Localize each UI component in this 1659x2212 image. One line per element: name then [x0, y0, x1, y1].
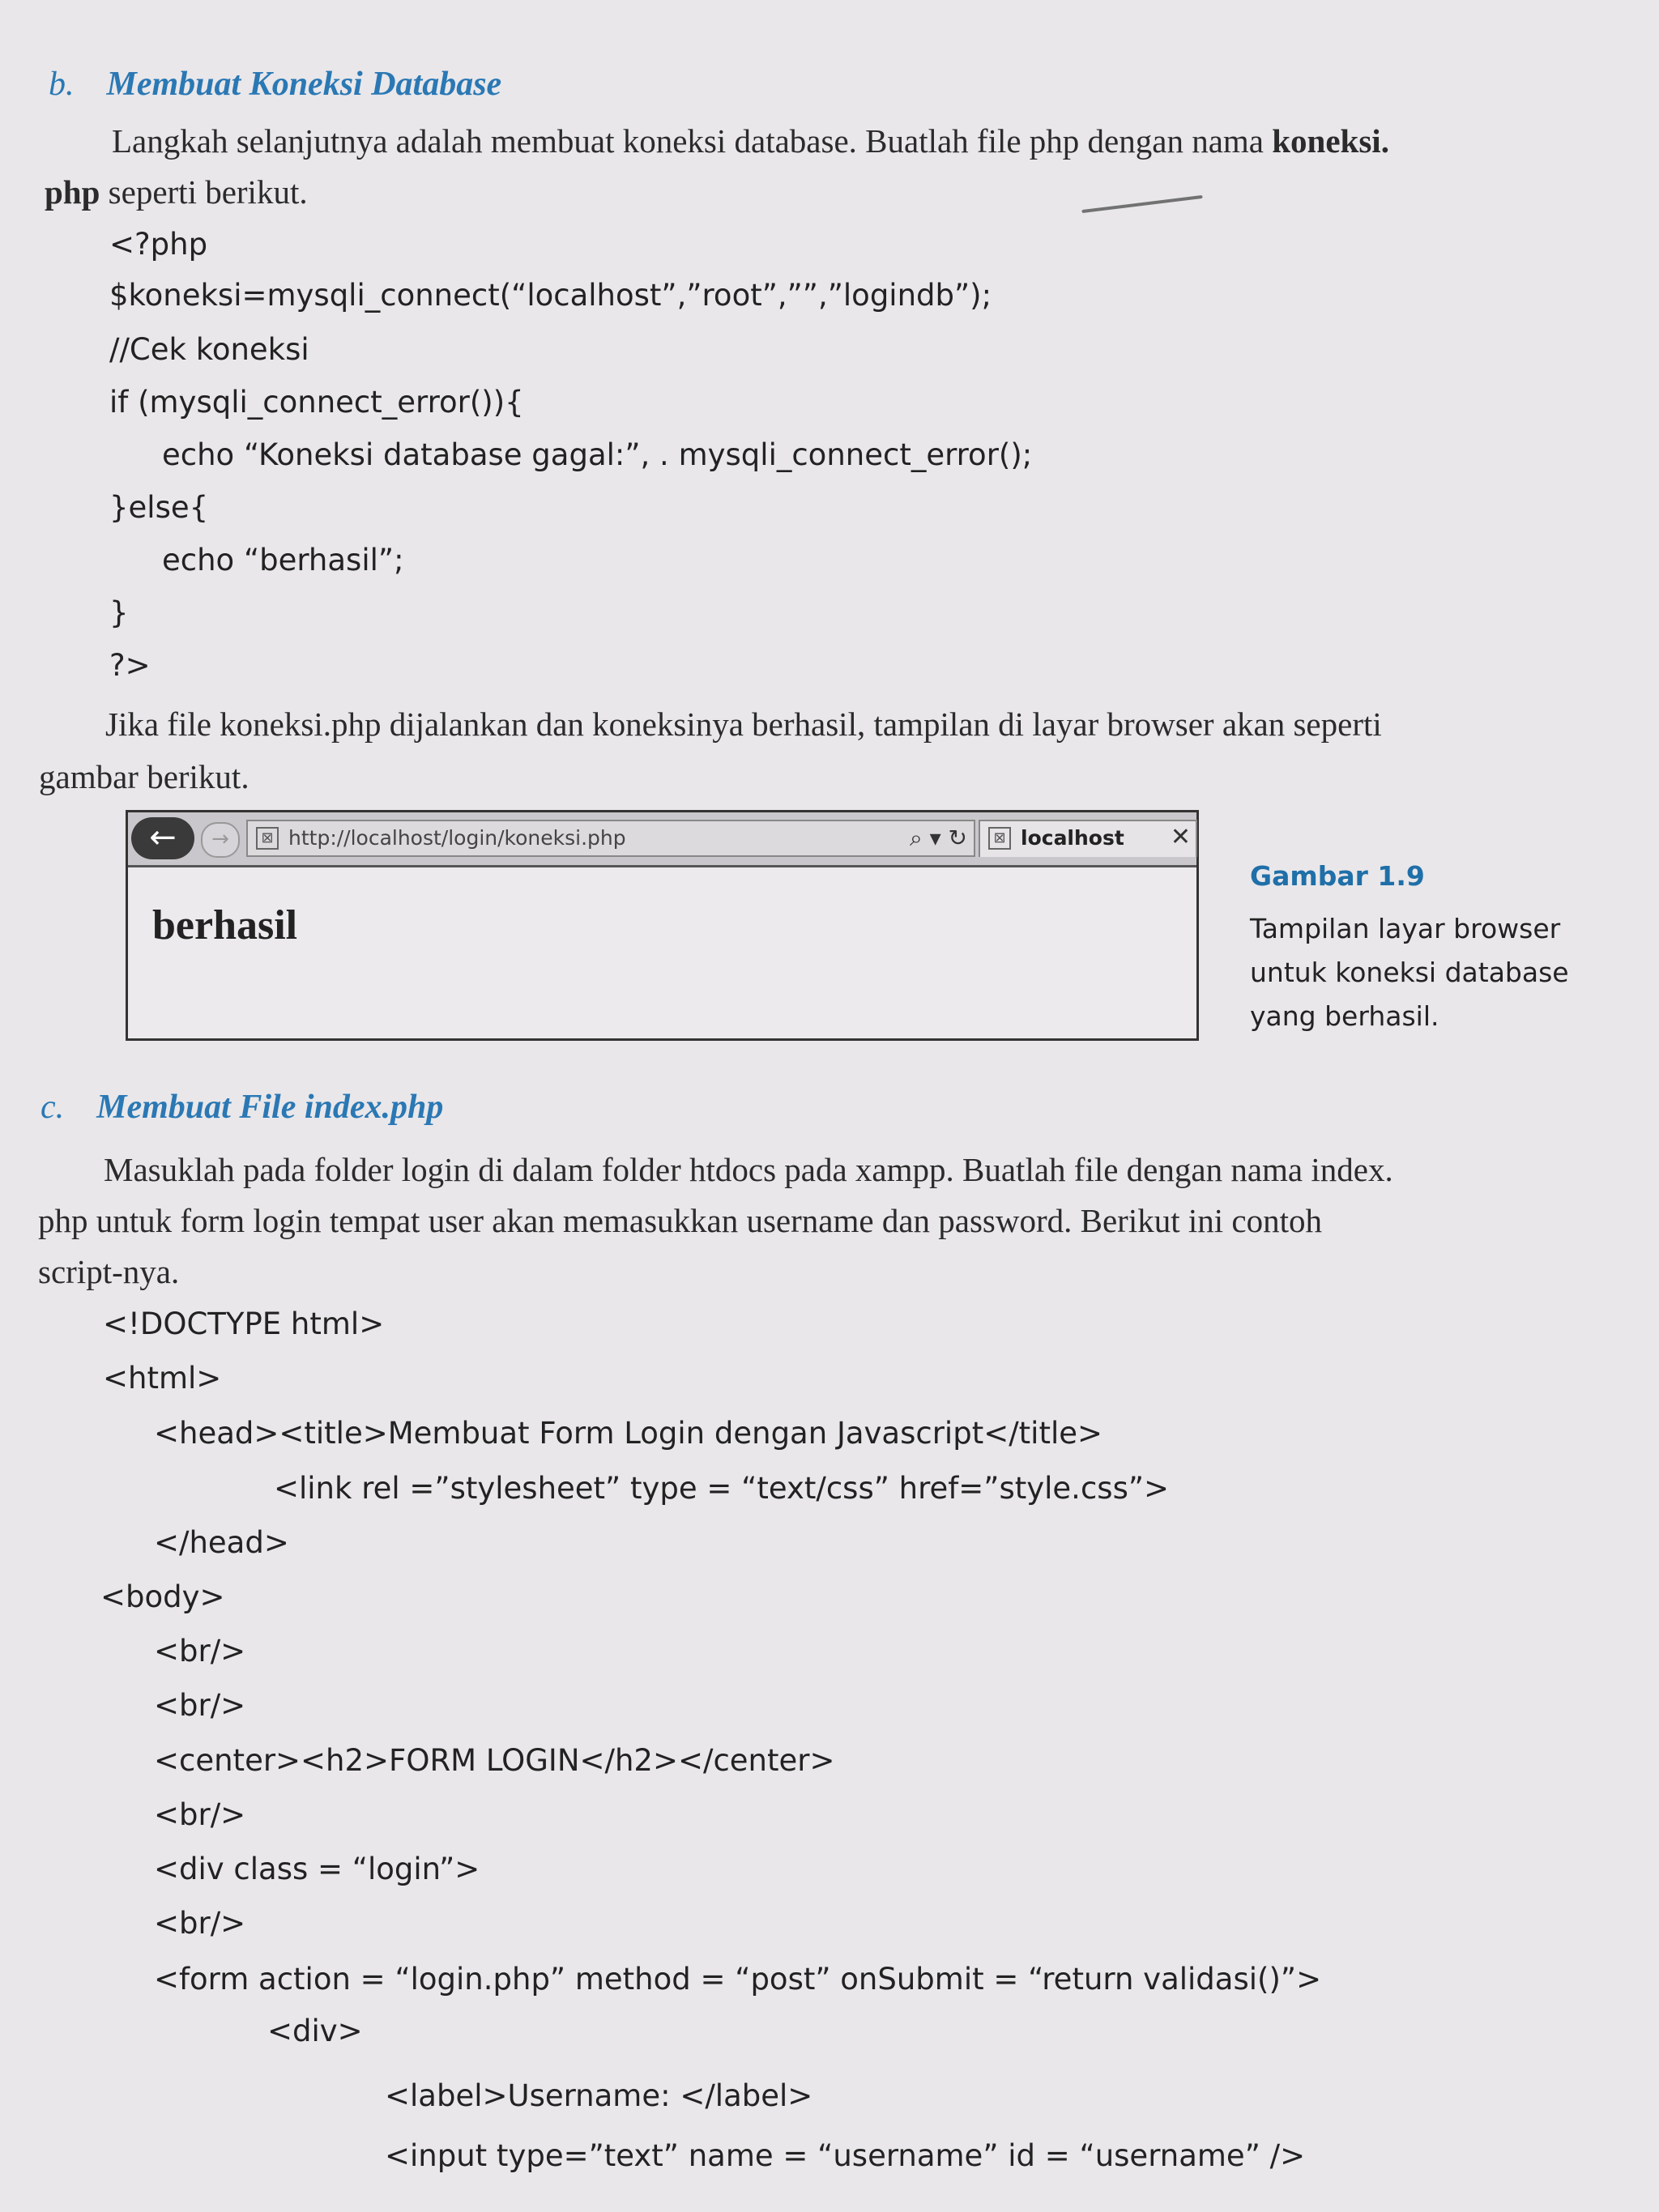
section-b-letter: b.: [49, 66, 75, 103]
close-icon: ✕: [1170, 823, 1191, 851]
code-line: <form action = “login.php” method = “post” onSubmit = “return validasi()”>: [154, 1962, 1322, 1997]
tab-page-icon: ⊠: [988, 827, 1011, 850]
section-c-title: Membuat File index.php: [96, 1089, 444, 1126]
section-b-title: Membuat Koneksi Database: [106, 66, 502, 103]
figure-caption-title: Gambar 1.9: [1250, 860, 1425, 892]
code-line: </head>: [154, 1525, 289, 1560]
figure-caption-line: untuk koneksi database: [1250, 957, 1569, 988]
code-line: <div>: [267, 2014, 363, 2048]
code-line: <br/>: [154, 1634, 246, 1669]
code-line: <?php: [109, 227, 208, 262]
tab-label: localhost: [1021, 826, 1124, 850]
code-line: }else{: [109, 490, 209, 525]
figure-caption-line: Tampilan layar browser: [1250, 913, 1561, 944]
section-b-heading: [49, 65, 501, 104]
browser-page-content: berhasil: [152, 902, 298, 948]
paragraph-text: Langkah selanjutnya adalah membuat koneksi database. Buatlah file php dengan nama: [112, 122, 1273, 160]
browser-tab: [979, 820, 1197, 857]
page-icon: ⊠: [256, 827, 279, 850]
section-c-paragraph-line: php untuk form login tempat user akan memasukkan username dan password. Berikut ini contoh: [38, 1202, 1322, 1239]
code-line: <!DOCTYPE html>: [103, 1306, 385, 1341]
section-c-paragraph-line: Masuklah pada folder login di dalam folder htdocs pada xampp. Buatlah file dengan nama index.: [104, 1151, 1393, 1188]
search-refresh-icons: ⌕ ▾ ↻: [910, 825, 967, 851]
code-line: <div class = “login”>: [154, 1852, 480, 1886]
code-line: <body>: [100, 1579, 225, 1614]
pen-mark: [1081, 195, 1202, 213]
code-line: <label>Username: </label>: [385, 2078, 813, 2113]
code-line: $koneksi=mysqli_connect(“localhost”,”root”,””,”logindb”);: [109, 278, 992, 313]
code-line: <br/>: [154, 1688, 246, 1723]
code-line: ?>: [109, 648, 151, 683]
code-line: <link rel =”stylesheet” type = “text/css” href=”style.css”>: [274, 1471, 1170, 1506]
paragraph-bold-text: php: [45, 173, 100, 211]
code-line: }: [109, 595, 129, 630]
code-line: //Cek koneksi: [109, 332, 309, 367]
address-bar: [246, 820, 975, 857]
browser-toolbar: [128, 812, 1196, 867]
browser-screenshot-figure: [126, 810, 1199, 1041]
code-line: <html>: [103, 1361, 222, 1396]
forward-arrow-icon: →: [201, 822, 240, 858]
paragraph-bold-text: koneksi.: [1272, 122, 1389, 160]
back-arrow-icon: ←: [131, 817, 194, 859]
section-b-paragraph2-line2: gambar berikut.: [39, 758, 249, 795]
section-b-paragraph2-line1: Jika file koneksi.php dijalankan dan koneksinya berhasil, tampilan di layar browser akan seperti: [105, 705, 1382, 743]
code-line: if (mysqli_connect_error()){: [109, 385, 524, 420]
code-line: echo “Koneksi database gagal:”, . mysqli_connect_error();: [162, 437, 1033, 472]
code-line: <input type=”text” name = “username” id = “username” />: [385, 2138, 1306, 2173]
code-line: <center><h2>FORM LOGIN</h2></center>: [154, 1743, 835, 1778]
code-line: <br/>: [154, 1797, 246, 1832]
address-url: http://localhost/login/koneksi.php: [288, 826, 626, 850]
section-c-paragraph-line: script-nya.: [38, 1253, 180, 1290]
paragraph-text: seperti berikut.: [100, 173, 308, 211]
section-b-paragraph-line2: [45, 173, 308, 211]
section-b-paragraph-line1: [112, 121, 1389, 160]
code-line: <head><title>Membuat Form Login dengan Javascript</title>: [154, 1416, 1103, 1451]
code-line: <br/>: [154, 1906, 246, 1941]
section-c-heading: [41, 1088, 443, 1127]
code-line: echo “berhasil”;: [162, 543, 404, 578]
section-c-letter: c.: [41, 1089, 65, 1126]
figure-caption-line: yang berhasil.: [1250, 1000, 1439, 1032]
